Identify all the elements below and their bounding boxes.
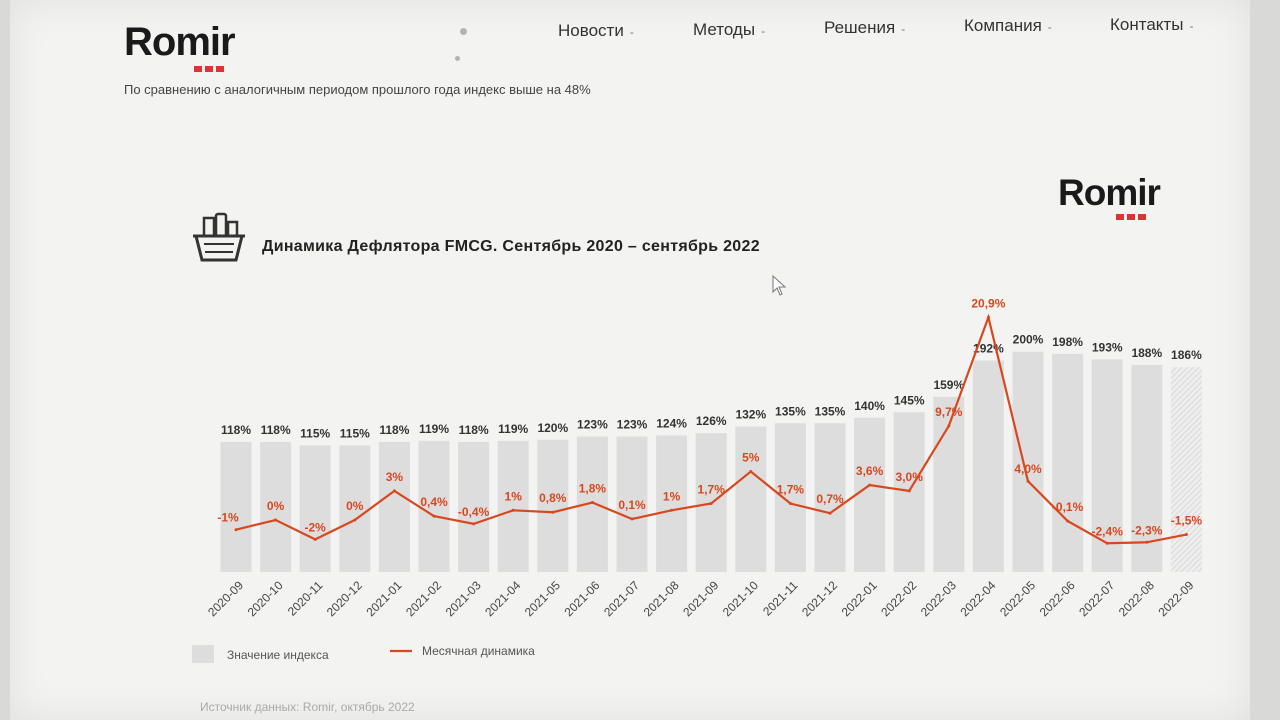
source-text: Источник данных: Romir, октябрь 2022 xyxy=(200,700,415,714)
bar-value-label: 198% xyxy=(1052,334,1083,349)
bar-value-label: 118% xyxy=(379,423,410,437)
x-tick-label: 2021-09 xyxy=(680,578,722,620)
x-tick-label: 2020-11 xyxy=(284,578,326,619)
line-point xyxy=(353,519,356,522)
legend xyxy=(192,644,535,663)
line-point xyxy=(829,512,832,515)
x-tick-label: 2021-08 xyxy=(640,578,682,620)
nav-item-label: Новости xyxy=(558,21,624,40)
chevron-down-icon: - xyxy=(1189,19,1194,33)
line-value-label: 1% xyxy=(504,489,522,504)
line-point xyxy=(433,515,436,518)
x-tick-label: 2022-04 xyxy=(957,578,999,620)
mouse-cursor-icon xyxy=(772,275,788,302)
x-tick-label: 2020-09 xyxy=(205,578,247,620)
bar xyxy=(1092,359,1123,572)
line-point xyxy=(235,528,238,531)
line-value-label: 0,8% xyxy=(539,491,567,506)
bar-value-label: 118% xyxy=(260,423,291,437)
bar xyxy=(1052,354,1083,572)
bar xyxy=(973,360,1004,572)
x-tick-label: 2022-08 xyxy=(1115,578,1157,620)
bar-value-label: 123% xyxy=(577,417,608,432)
bar-value-label: 188% xyxy=(1131,345,1163,360)
line-point xyxy=(670,509,673,512)
line-value-label: 0,4% xyxy=(420,495,448,510)
line-value-label: -2% xyxy=(304,520,326,535)
line-value-label: -1% xyxy=(217,510,239,525)
x-tick-label: 2022-06 xyxy=(1036,578,1078,620)
bar-value-label: 159% xyxy=(933,377,965,392)
x-tick-label: 2021-12 xyxy=(799,578,841,620)
line-point xyxy=(551,511,554,514)
chevron-down-icon: - xyxy=(1047,20,1052,34)
line-point xyxy=(472,522,475,525)
line-point xyxy=(591,501,594,504)
line-value-label: 5% xyxy=(742,450,760,465)
line-value-label: 20,9% xyxy=(971,296,1006,311)
bar-value-label: 115% xyxy=(339,426,370,441)
bar-value-label: 132% xyxy=(735,407,767,422)
line-point xyxy=(631,518,634,521)
line-value-label: 1,8% xyxy=(578,481,607,496)
chart-logo-text: Romir xyxy=(1058,172,1160,213)
line-point xyxy=(987,316,990,319)
bar-value-label: 193% xyxy=(1091,340,1123,355)
line-value-label: 3% xyxy=(385,469,404,484)
x-tick-labels xyxy=(205,578,1197,619)
line-value-label: 3,6% xyxy=(855,464,884,479)
bar-value-label: 120% xyxy=(537,420,569,435)
bar xyxy=(775,423,806,572)
line-point xyxy=(947,424,950,427)
line-value-label: 0% xyxy=(266,499,285,513)
chevron-down-icon: - xyxy=(761,24,766,38)
bar xyxy=(498,441,529,572)
intro-text: По сравнению с аналогичным периодом прошлого года индекс выше на 48% xyxy=(124,82,591,97)
line-point xyxy=(1106,542,1109,545)
line-value-label: 4,0% xyxy=(1014,462,1042,477)
chevron-down-icon: - xyxy=(629,25,634,39)
x-tick-label: 2020-12 xyxy=(323,578,365,620)
bar xyxy=(656,435,687,572)
line-value-label: 0,1% xyxy=(618,498,646,513)
line-point xyxy=(1145,541,1148,544)
x-tick-label: 2022-05 xyxy=(997,578,1039,620)
legend-label-bar: Значение индекса xyxy=(227,648,329,662)
bar-value-label: 135% xyxy=(814,404,846,419)
line-point xyxy=(789,502,792,505)
line-value-label: 1,7% xyxy=(776,482,805,497)
line-value-label: 9,7% xyxy=(935,404,963,419)
bar-value-label: 145% xyxy=(893,393,925,408)
line-point xyxy=(1027,480,1030,483)
line-value-label: 0% xyxy=(346,499,364,513)
nav-item-label: Контакты xyxy=(1110,15,1184,34)
x-tick-label: 2022-09 xyxy=(1155,578,1197,620)
line-value-label: 1,7% xyxy=(697,482,725,497)
chart xyxy=(10,0,1250,720)
line-point xyxy=(274,519,277,522)
line-value-label: -1,5% xyxy=(1170,513,1203,528)
legend-swatch-bar xyxy=(192,645,214,663)
bar-value-label: 119% xyxy=(418,421,450,436)
line-value-label: 3,0% xyxy=(895,469,923,484)
bar-value-label: 126% xyxy=(695,414,727,429)
line-point xyxy=(749,470,752,473)
bar-value-label: 140% xyxy=(854,398,885,413)
chart-title: Динамика Дефлятора FMCG. Сентябрь 2020 – сентябрь 2022 xyxy=(262,238,760,255)
site-logo-text: Romir xyxy=(124,20,235,64)
line-point xyxy=(393,489,396,492)
bar-series xyxy=(221,352,1202,572)
x-tick-label: 2021-03 xyxy=(442,578,484,620)
x-tick-label: 2022-03 xyxy=(917,578,959,620)
line-point xyxy=(908,489,911,492)
bar-value-label: 135% xyxy=(775,404,806,419)
line-point xyxy=(1066,519,1069,522)
x-tick-label: 2021-07 xyxy=(601,578,643,620)
bar-value-label: 118% xyxy=(220,423,252,437)
bar-value-label: 192% xyxy=(973,341,1004,356)
x-tick-label: 2022-01 xyxy=(838,578,880,620)
line-point xyxy=(868,484,871,487)
bar xyxy=(735,427,766,572)
bar xyxy=(379,442,410,572)
x-tick-label: 2021-10 xyxy=(719,578,761,620)
bar-value-label: 200% xyxy=(1012,332,1044,347)
bar-value-label: 123% xyxy=(616,417,648,432)
x-tick-label: 2021-05 xyxy=(521,578,563,620)
x-tick-label: 2021-04 xyxy=(482,578,524,620)
bar xyxy=(537,440,568,572)
line-point xyxy=(314,538,317,541)
page xyxy=(10,0,1250,720)
x-tick-label: 2022-02 xyxy=(878,578,920,620)
bar-value-label: 119% xyxy=(498,421,529,436)
line-value-label: -0,1% xyxy=(1051,499,1084,514)
line-value-label: -2,4% xyxy=(1091,524,1123,539)
x-tick-label: 2022-07 xyxy=(1076,578,1118,620)
line-point xyxy=(1185,533,1188,536)
nav-item-label: Компания xyxy=(964,16,1042,35)
bar-value-label: 118% xyxy=(458,423,489,437)
x-tick-label: 2021-11 xyxy=(760,578,801,619)
line-value-label: -2,3% xyxy=(1131,523,1163,538)
line-point xyxy=(512,509,515,512)
nav-item-label: Решения xyxy=(824,18,896,37)
x-tick-label: 2021-06 xyxy=(561,578,603,620)
line-point xyxy=(710,502,713,505)
bar-value-label: 124% xyxy=(656,416,687,431)
bar-value-label: 115% xyxy=(300,426,331,441)
chevron-down-icon: - xyxy=(901,22,906,36)
x-tick-label: 2020-10 xyxy=(244,578,286,620)
line-value-label: 1% xyxy=(662,489,681,504)
bar-value-label: 186% xyxy=(1171,348,1202,363)
bar xyxy=(300,445,331,572)
bar xyxy=(221,442,252,572)
bar xyxy=(854,418,885,572)
x-tick-label: 2021-02 xyxy=(403,578,445,620)
nav-item-label: Методы xyxy=(693,20,756,39)
x-tick-label: 2021-01 xyxy=(363,578,405,620)
bar xyxy=(1171,367,1202,572)
line-value-label: -0,4% xyxy=(457,504,490,519)
line-value-label: 0,7% xyxy=(816,492,844,507)
legend-label-line: Месячная динамика xyxy=(422,644,535,658)
